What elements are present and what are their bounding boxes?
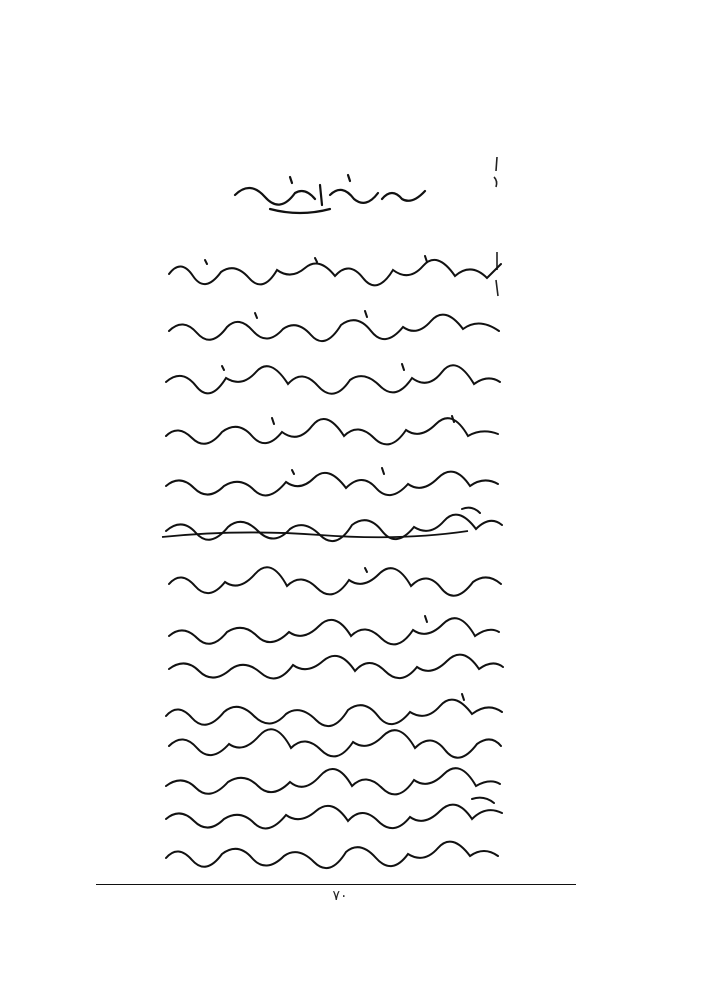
manuscript-line-5 (162, 462, 502, 502)
margin-mark-top (490, 155, 504, 198)
manuscript-line-14 (162, 832, 502, 872)
manuscript-line-11 (165, 722, 505, 762)
manuscript-line-7 (165, 560, 505, 600)
manuscript-line-12 (162, 760, 502, 800)
manuscript-line-1 (165, 250, 505, 290)
manuscript-line-8 (165, 610, 503, 650)
manuscript-line-4 (162, 410, 502, 450)
footer-rule (96, 884, 576, 885)
manuscript-line-2 (165, 305, 505, 345)
underline-stroke (160, 525, 470, 543)
handwritten-heading (230, 165, 430, 225)
manuscript-line-3 (162, 358, 504, 398)
manuscript-line-13 (162, 795, 504, 835)
page-number: ۷۰ (332, 888, 348, 904)
manuscript-line-9 (165, 645, 505, 685)
